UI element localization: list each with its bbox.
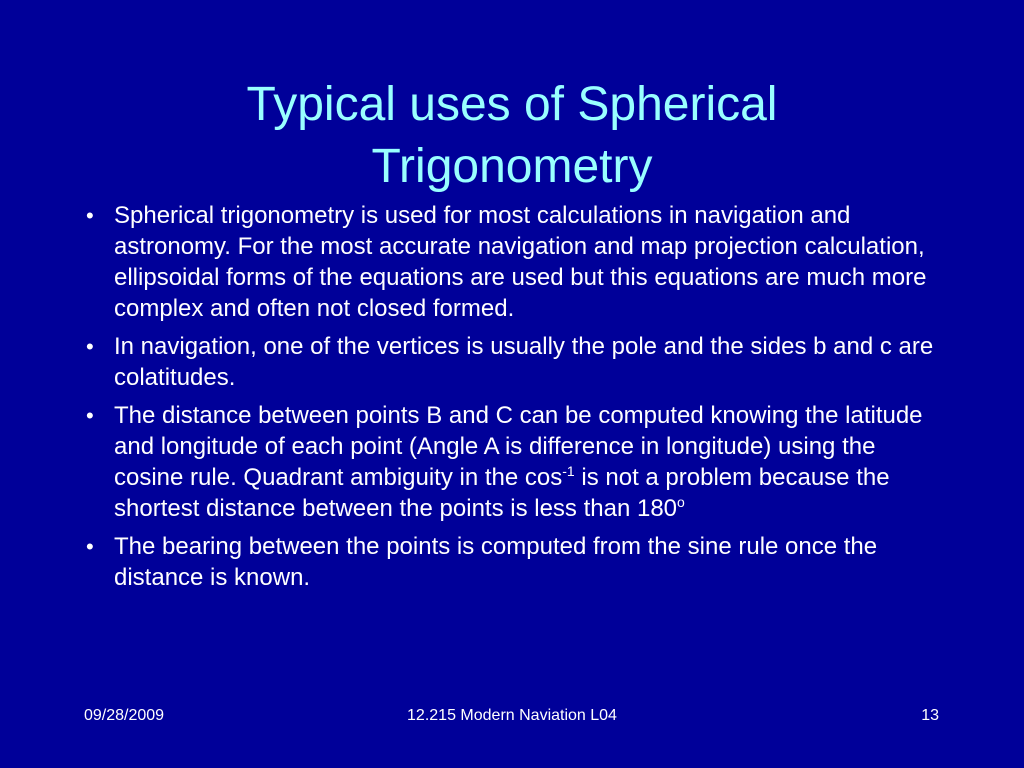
footer-course-title: 12.215 Modern Naviation L04 bbox=[407, 707, 617, 724]
footer-page-number: 13 bbox=[921, 707, 939, 724]
bullet-item-4 bbox=[86, 531, 946, 593]
slide-title-line-1: Typical uses of Spherical bbox=[246, 78, 778, 131]
bullet-list bbox=[86, 200, 946, 600]
slide-title-line-2: Trigonometry bbox=[371, 140, 653, 193]
bullet-item-1 bbox=[86, 200, 946, 324]
superscript-degree: o bbox=[677, 494, 685, 510]
bullet-text-3-part-1: The distance between points B and C can be computed knowing the latitude and longitude of each point (Angle A is difference in longitude) using the cosine rule. Quadrant ambiguity in the cos bbox=[114, 402, 923, 491]
bullet-item-3 bbox=[86, 400, 946, 524]
bullet-symbol: • bbox=[86, 534, 94, 559]
bullet-text-4: The bearing between the points is computed from the sine rule once the distance is known. bbox=[114, 533, 878, 591]
bullet-symbol: • bbox=[86, 403, 94, 428]
bullet-symbol: • bbox=[86, 203, 94, 228]
bullet-symbol: • bbox=[86, 334, 94, 359]
bullet-text-3-part-2: is not a problem because the shortest distance between the points is less than 180 bbox=[114, 464, 890, 522]
superscript-inverse: -1 bbox=[562, 463, 575, 479]
slide-title bbox=[82, 74, 942, 198]
bullet-text-2: In navigation, one of the vertices is usually the pole and the sides b and c are colatitudes. bbox=[114, 333, 934, 391]
footer-date: 09/28/2009 bbox=[84, 707, 165, 724]
bullet-item-2 bbox=[86, 331, 946, 393]
bullet-text-1: Spherical trigonometry is used for most calculations in navigation and astronomy. For the most accurate navigation and map projection calculation, ellipsoidal forms of the equations are used but this equations are much more complex and often not closed formed. bbox=[114, 202, 927, 322]
